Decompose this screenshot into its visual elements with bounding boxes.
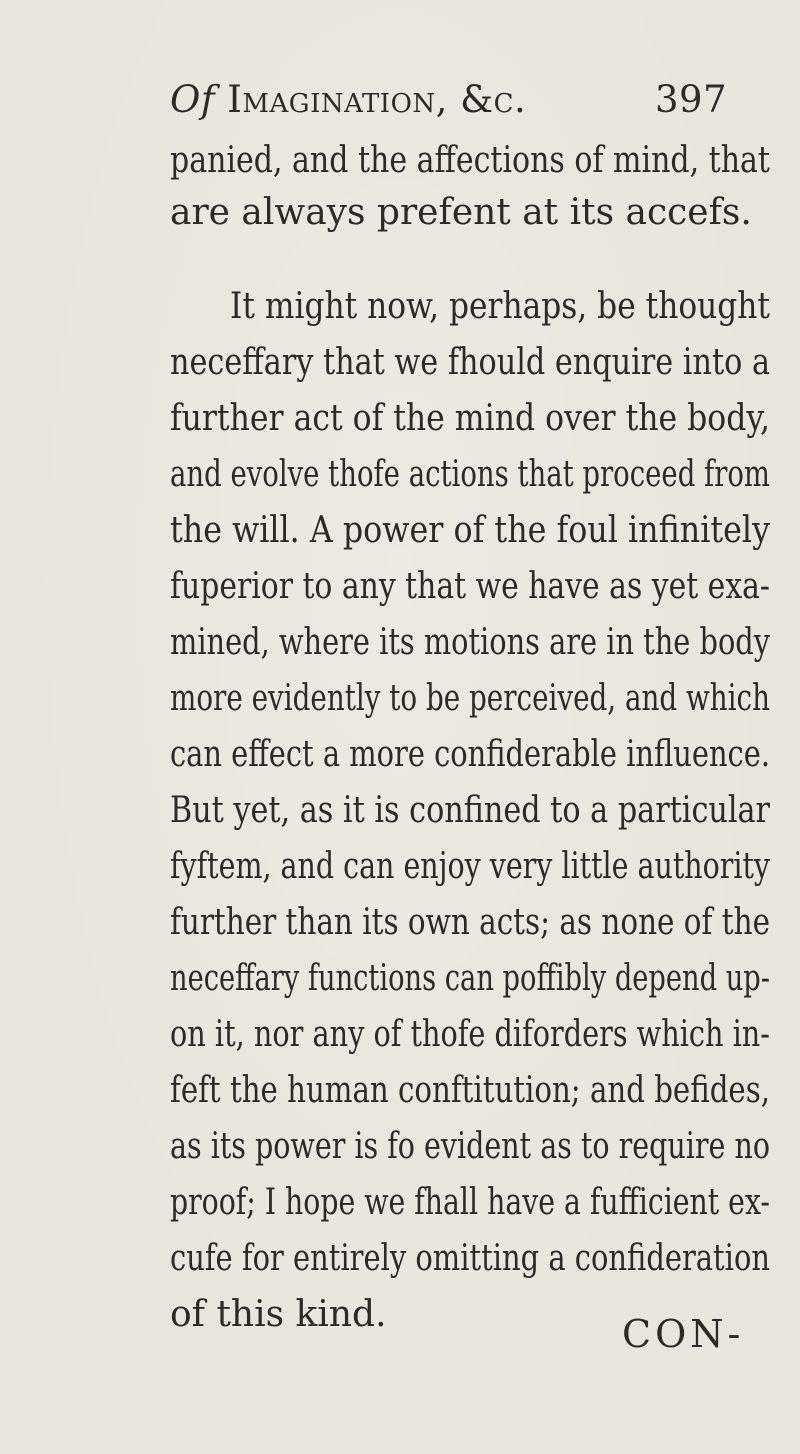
text-line: further than its own acts; as none of the	[170, 902, 770, 943]
text-line: panied, and the affections of mind, that	[170, 140, 770, 181]
text-line: proof; I hope we fhall have a fufficient ex-	[170, 1182, 770, 1223]
text-line: the will. A power of the foul infinitely	[170, 510, 770, 551]
text-line: neceffary functions can poffibly depend up-	[170, 958, 770, 999]
text-line: as its power is fo evident as to require no	[170, 1126, 770, 1167]
text-line: cufe for entirely omitting a confideration	[170, 1238, 770, 1279]
text-line: on it, nor any of thofe diforders which in-	[170, 1014, 770, 1055]
text-line: further act of the mind over the body,	[170, 398, 770, 439]
text-line: are always prefent at its accefs.	[170, 192, 752, 233]
catchword: CON-	[622, 1312, 745, 1356]
text-line: of this kind.	[170, 1294, 387, 1335]
text-line: neceffary that we fhould enquire into a	[170, 342, 770, 383]
text-line: mined, where its motions are in the body	[170, 622, 770, 663]
text-line: feft the human conftitution; and befides,	[170, 1070, 770, 1111]
text-line: more evidently to be perceived, and which	[170, 678, 770, 719]
running-head-title: Imagination, &c.	[227, 78, 527, 121]
paragraph-first-line: It might now, perhaps, be thought	[230, 286, 770, 327]
text-line: fyftem, and can enjoy very little authority	[170, 846, 770, 887]
text-line: But yet, as it is confined to a particular	[170, 790, 770, 831]
text-line: can effect a more confiderable influence.	[170, 734, 770, 775]
text-line: and evolve thofe actions that proceed from	[170, 454, 770, 495]
page-number: 397	[655, 78, 728, 121]
running-head-prefix: Of	[170, 78, 216, 121]
text-line: fuperior to any that we have as yet exa-	[170, 566, 770, 607]
